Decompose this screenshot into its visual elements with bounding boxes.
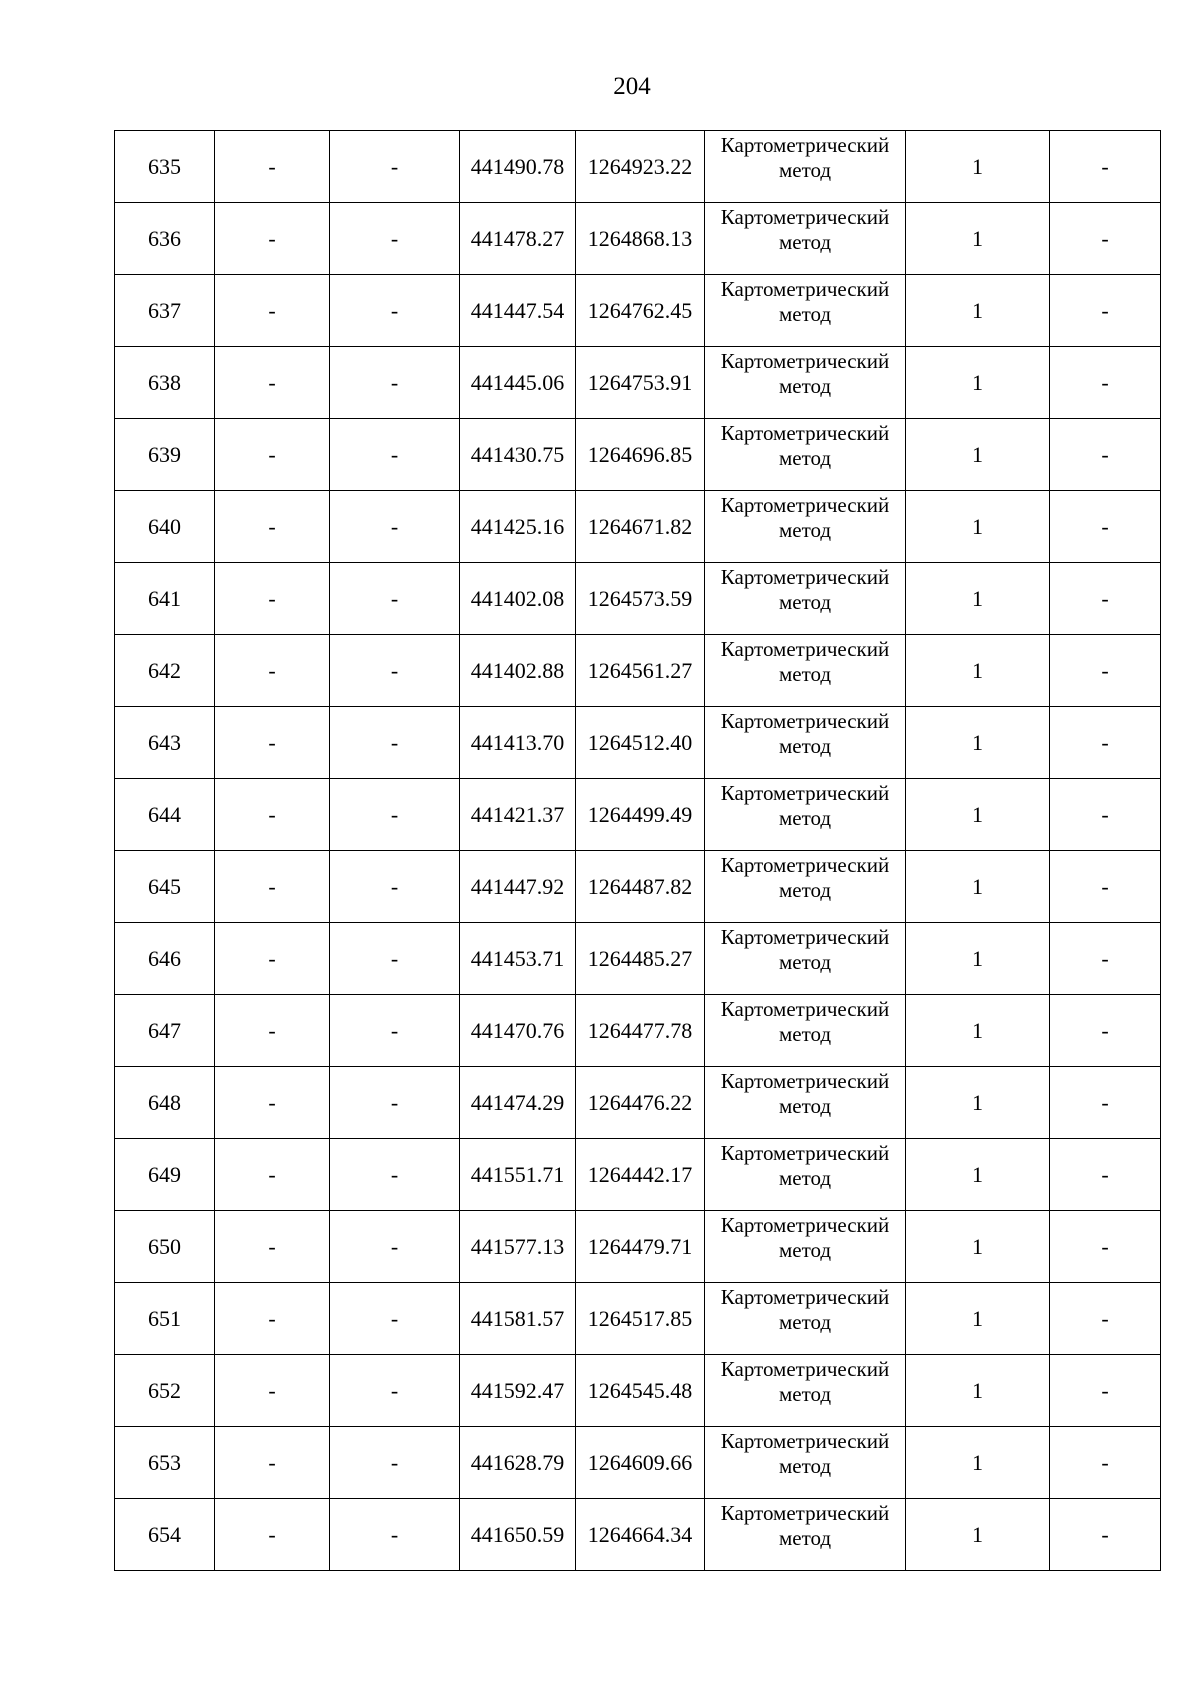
method-line-1: Картометрический — [720, 565, 890, 589]
column-8-cell: - — [1050, 275, 1161, 347]
method-line-1: Картометрический — [720, 349, 890, 373]
accuracy-cell: 1 — [906, 1355, 1050, 1427]
column-2-cell: - — [215, 779, 330, 851]
table-row — [115, 563, 1161, 635]
method-cell — [705, 347, 906, 419]
point-number-cell: 644 — [115, 779, 215, 851]
column-8-cell: - — [1050, 851, 1161, 923]
column-3-cell: - — [330, 923, 460, 995]
method-line-1: Картометрический — [720, 637, 890, 661]
accuracy-cell: 1 — [906, 563, 1050, 635]
table-row — [115, 1355, 1161, 1427]
column-2-cell: - — [215, 563, 330, 635]
column-2-cell: - — [215, 275, 330, 347]
method-cell — [705, 851, 906, 923]
method-line-1: Картометрический — [720, 133, 890, 157]
column-2-cell: - — [215, 347, 330, 419]
column-2-cell: - — [215, 131, 330, 203]
column-8-cell: - — [1050, 563, 1161, 635]
x-coordinate-cell: 441470.76 — [460, 995, 576, 1067]
point-number-cell: 654 — [115, 1499, 215, 1571]
y-coordinate-cell: 1264923.22 — [576, 131, 705, 203]
accuracy-cell: 1 — [906, 203, 1050, 275]
column-8-cell: - — [1050, 1499, 1161, 1571]
column-3-cell: - — [330, 707, 460, 779]
point-number-cell: 645 — [115, 851, 215, 923]
table-row — [115, 419, 1161, 491]
accuracy-cell: 1 — [906, 1499, 1050, 1571]
accuracy-cell: 1 — [906, 635, 1050, 707]
column-8-cell: - — [1050, 1355, 1161, 1427]
method-cell — [705, 923, 906, 995]
column-3-cell: - — [330, 779, 460, 851]
column-8-cell: - — [1050, 419, 1161, 491]
method-cell — [705, 419, 906, 491]
x-coordinate-cell: 441447.54 — [460, 275, 576, 347]
x-coordinate-cell: 441650.59 — [460, 1499, 576, 1571]
point-number-cell: 648 — [115, 1067, 215, 1139]
column-8-cell: - — [1050, 1283, 1161, 1355]
column-8-cell: - — [1050, 635, 1161, 707]
column-3-cell: - — [330, 491, 460, 563]
y-coordinate-cell: 1264753.91 — [576, 347, 705, 419]
column-3-cell: - — [330, 419, 460, 491]
table-row — [115, 1283, 1161, 1355]
column-8-cell: - — [1050, 779, 1161, 851]
method-line-2: метод — [778, 590, 832, 614]
column-2-cell: - — [215, 1283, 330, 1355]
column-8-cell: - — [1050, 1139, 1161, 1211]
method-line-1: Картометрический — [720, 1141, 890, 1165]
table-row — [115, 707, 1161, 779]
table-row — [115, 347, 1161, 419]
y-coordinate-cell: 1264477.78 — [576, 995, 705, 1067]
column-3-cell: - — [330, 347, 460, 419]
method-line-1: Картометрический — [720, 1285, 890, 1309]
point-number-cell: 650 — [115, 1211, 215, 1283]
point-number-cell: 649 — [115, 1139, 215, 1211]
table-row — [115, 851, 1161, 923]
column-3-cell: - — [330, 1499, 460, 1571]
column-8-cell: - — [1050, 203, 1161, 275]
method-cell — [705, 1355, 906, 1427]
point-number-cell: 636 — [115, 203, 215, 275]
method-cell — [705, 1067, 906, 1139]
column-8-cell: - — [1050, 1427, 1161, 1499]
column-2-cell: - — [215, 491, 330, 563]
y-coordinate-cell: 1264487.82 — [576, 851, 705, 923]
column-2-cell: - — [215, 1067, 330, 1139]
method-cell — [705, 563, 906, 635]
method-line-2: метод — [778, 734, 832, 758]
accuracy-cell: 1 — [906, 1067, 1050, 1139]
method-cell — [705, 203, 906, 275]
method-cell — [705, 779, 906, 851]
x-coordinate-cell: 441478.27 — [460, 203, 576, 275]
accuracy-cell: 1 — [906, 131, 1050, 203]
method-cell — [705, 491, 906, 563]
method-line-1: Картометрический — [720, 493, 890, 517]
y-coordinate-cell: 1264499.49 — [576, 779, 705, 851]
y-coordinate-cell: 1264868.13 — [576, 203, 705, 275]
method-line-2: метод — [778, 1022, 832, 1046]
x-coordinate-cell: 441453.71 — [460, 923, 576, 995]
column-8-cell: - — [1050, 707, 1161, 779]
accuracy-cell: 1 — [906, 1427, 1050, 1499]
method-line-2: метод — [778, 950, 832, 974]
accuracy-cell: 1 — [906, 779, 1050, 851]
method-line-1: Картометрический — [720, 1069, 890, 1093]
method-line-2: метод — [778, 302, 832, 326]
method-line-2: метод — [778, 1094, 832, 1118]
table-row — [115, 1139, 1161, 1211]
method-line-2: метод — [778, 1166, 832, 1190]
x-coordinate-cell: 441577.13 — [460, 1211, 576, 1283]
column-3-cell: - — [330, 203, 460, 275]
column-3-cell: - — [330, 131, 460, 203]
x-coordinate-cell: 441402.08 — [460, 563, 576, 635]
column-3-cell: - — [330, 1139, 460, 1211]
column-8-cell: - — [1050, 1067, 1161, 1139]
column-2-cell: - — [215, 203, 330, 275]
column-3-cell: - — [330, 851, 460, 923]
accuracy-cell: 1 — [906, 347, 1050, 419]
method-line-1: Картометрический — [720, 1357, 890, 1381]
x-coordinate-cell: 441490.78 — [460, 131, 576, 203]
y-coordinate-cell: 1264696.85 — [576, 419, 705, 491]
point-number-cell: 653 — [115, 1427, 215, 1499]
table-row — [115, 779, 1161, 851]
x-coordinate-cell: 441581.57 — [460, 1283, 576, 1355]
point-number-cell: 642 — [115, 635, 215, 707]
point-number-cell: 637 — [115, 275, 215, 347]
method-line-2: метод — [778, 158, 832, 182]
column-2-cell: - — [215, 1355, 330, 1427]
table-row — [115, 131, 1161, 203]
point-number-cell: 639 — [115, 419, 215, 491]
y-coordinate-cell: 1264671.82 — [576, 491, 705, 563]
point-number-cell: 641 — [115, 563, 215, 635]
point-number-cell: 635 — [115, 131, 215, 203]
column-3-cell: - — [330, 1211, 460, 1283]
x-coordinate-cell: 441447.92 — [460, 851, 576, 923]
column-3-cell: - — [330, 1355, 460, 1427]
method-cell — [705, 131, 906, 203]
method-line-1: Картометрический — [720, 205, 890, 229]
column-2-cell: - — [215, 995, 330, 1067]
column-3-cell: - — [330, 275, 460, 347]
accuracy-cell: 1 — [906, 923, 1050, 995]
table-row — [115, 923, 1161, 995]
table-row — [115, 275, 1161, 347]
table-body — [115, 131, 1161, 1571]
method-line-1: Картометрический — [720, 997, 890, 1021]
accuracy-cell: 1 — [906, 1211, 1050, 1283]
point-number-cell: 647 — [115, 995, 215, 1067]
column-8-cell: - — [1050, 131, 1161, 203]
point-number-cell: 643 — [115, 707, 215, 779]
method-line-2: метод — [778, 374, 832, 398]
coordinates-table-container — [114, 130, 1161, 1571]
method-line-1: Картометрический — [720, 709, 890, 733]
column-3-cell: - — [330, 1067, 460, 1139]
x-coordinate-cell: 441425.16 — [460, 491, 576, 563]
column-8-cell: - — [1050, 1211, 1161, 1283]
y-coordinate-cell: 1264609.66 — [576, 1427, 705, 1499]
point-number-cell: 640 — [115, 491, 215, 563]
column-2-cell: - — [215, 923, 330, 995]
method-line-1: Картометрический — [720, 421, 890, 445]
accuracy-cell: 1 — [906, 275, 1050, 347]
method-cell — [705, 1427, 906, 1499]
column-8-cell: - — [1050, 491, 1161, 563]
method-line-2: метод — [778, 1382, 832, 1406]
table-row — [115, 1427, 1161, 1499]
accuracy-cell: 1 — [906, 491, 1050, 563]
method-cell — [705, 707, 906, 779]
table-row — [115, 1067, 1161, 1139]
method-line-2: метод — [778, 1238, 832, 1262]
x-coordinate-cell: 441402.88 — [460, 635, 576, 707]
column-2-cell: - — [215, 1139, 330, 1211]
y-coordinate-cell: 1264573.59 — [576, 563, 705, 635]
column-8-cell: - — [1050, 347, 1161, 419]
y-coordinate-cell: 1264442.17 — [576, 1139, 705, 1211]
x-coordinate-cell: 441474.29 — [460, 1067, 576, 1139]
table-row — [115, 203, 1161, 275]
column-2-cell: - — [215, 851, 330, 923]
method-line-2: метод — [778, 518, 832, 542]
table-row — [115, 635, 1161, 707]
method-line-2: метод — [778, 806, 832, 830]
method-cell — [705, 1139, 906, 1211]
accuracy-cell: 1 — [906, 851, 1050, 923]
method-line-2: метод — [778, 1310, 832, 1334]
method-line-1: Картометрический — [720, 1429, 890, 1453]
accuracy-cell: 1 — [906, 995, 1050, 1067]
method-cell — [705, 275, 906, 347]
method-cell — [705, 1283, 906, 1355]
accuracy-cell: 1 — [906, 1283, 1050, 1355]
y-coordinate-cell: 1264561.27 — [576, 635, 705, 707]
column-3-cell: - — [330, 995, 460, 1067]
table-row — [115, 491, 1161, 563]
x-coordinate-cell: 441445.06 — [460, 347, 576, 419]
column-2-cell: - — [215, 707, 330, 779]
method-cell — [705, 1499, 906, 1571]
method-cell — [705, 635, 906, 707]
column-8-cell: - — [1050, 923, 1161, 995]
column-3-cell: - — [330, 1427, 460, 1499]
method-line-2: метод — [778, 878, 832, 902]
method-line-2: метод — [778, 662, 832, 686]
method-line-1: Картометрический — [720, 781, 890, 805]
x-coordinate-cell: 441413.70 — [460, 707, 576, 779]
column-2-cell: - — [215, 1499, 330, 1571]
column-2-cell: - — [215, 635, 330, 707]
y-coordinate-cell: 1264485.27 — [576, 923, 705, 995]
method-cell — [705, 995, 906, 1067]
point-number-cell: 652 — [115, 1355, 215, 1427]
x-coordinate-cell: 441421.37 — [460, 779, 576, 851]
accuracy-cell: 1 — [906, 1139, 1050, 1211]
x-coordinate-cell: 441592.47 — [460, 1355, 576, 1427]
method-line-2: метод — [778, 1454, 832, 1478]
point-number-cell: 651 — [115, 1283, 215, 1355]
x-coordinate-cell: 441628.79 — [460, 1427, 576, 1499]
method-line-2: метод — [778, 1526, 832, 1550]
y-coordinate-cell: 1264762.45 — [576, 275, 705, 347]
table-row — [115, 1499, 1161, 1571]
column-3-cell: - — [330, 1283, 460, 1355]
table-row — [115, 1211, 1161, 1283]
method-line-1: Картометрический — [720, 1213, 890, 1237]
accuracy-cell: 1 — [906, 419, 1050, 491]
y-coordinate-cell: 1264476.22 — [576, 1067, 705, 1139]
y-coordinate-cell: 1264664.34 — [576, 1499, 705, 1571]
column-3-cell: - — [330, 635, 460, 707]
x-coordinate-cell: 441551.71 — [460, 1139, 576, 1211]
table-row — [115, 995, 1161, 1067]
method-line-1: Картометрический — [720, 1501, 890, 1525]
method-line-1: Картометрический — [720, 853, 890, 877]
y-coordinate-cell: 1264479.71 — [576, 1211, 705, 1283]
accuracy-cell: 1 — [906, 707, 1050, 779]
column-3-cell: - — [330, 563, 460, 635]
y-coordinate-cell: 1264545.48 — [576, 1355, 705, 1427]
method-line-1: Картометрический — [720, 925, 890, 949]
y-coordinate-cell: 1264512.40 — [576, 707, 705, 779]
method-cell — [705, 1211, 906, 1283]
x-coordinate-cell: 441430.75 — [460, 419, 576, 491]
column-2-cell: - — [215, 419, 330, 491]
coordinates-table — [114, 130, 1161, 1571]
point-number-cell: 646 — [115, 923, 215, 995]
y-coordinate-cell: 1264517.85 — [576, 1283, 705, 1355]
page-number: 204 — [613, 73, 651, 100]
column-8-cell: - — [1050, 995, 1161, 1067]
method-line-1: Картометрический — [720, 277, 890, 301]
method-line-2: метод — [778, 230, 832, 254]
column-2-cell: - — [215, 1211, 330, 1283]
point-number-cell: 638 — [115, 347, 215, 419]
method-line-2: метод — [778, 446, 832, 470]
column-2-cell: - — [215, 1427, 330, 1499]
